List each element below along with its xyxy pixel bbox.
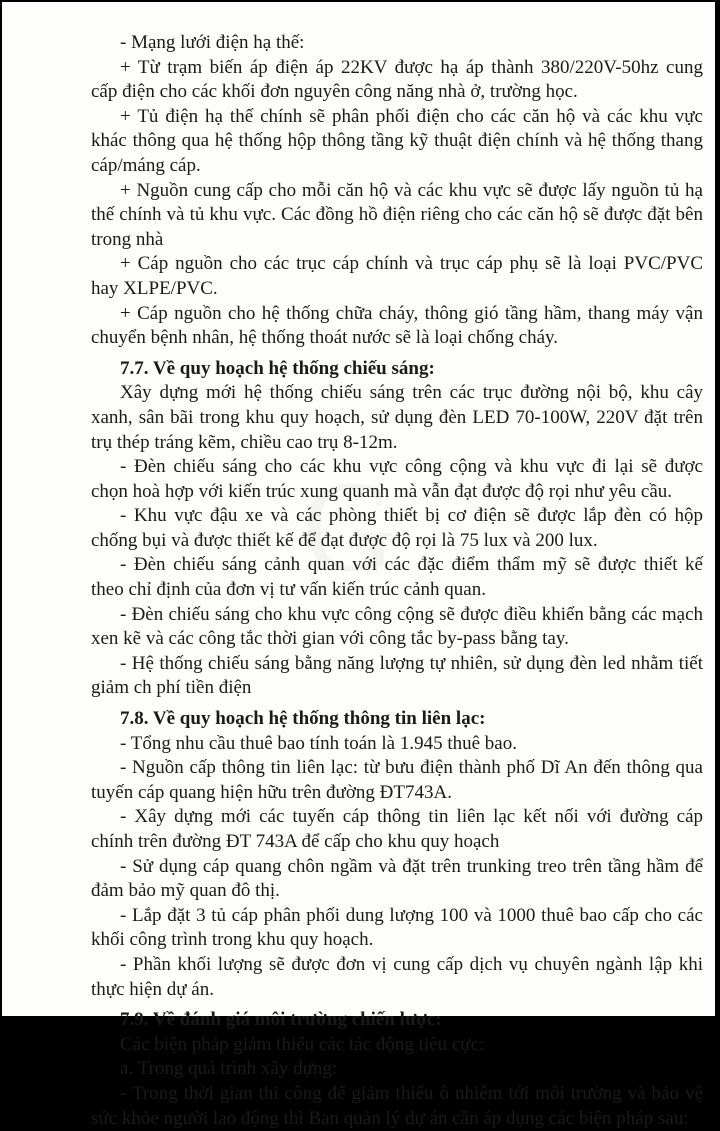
text-line: - Xây dựng mới các tuyến cáp thông tin liên lạc kết nối với đường cáp: [120, 806, 703, 828]
text-line: cấp điện cho các khối đơn nguyên công năng nhà ở, trường học.: [91, 81, 578, 103]
text-line: + Cáp nguồn cho hệ thống chữa cháy, thông gió tầng hầm, thang máy vận: [120, 302, 703, 324]
text-line: - Trong thời gian thi công để giảm thiểu ô nhiễm tới môi trường và bảo vệ: [120, 1082, 703, 1104]
section-heading-7-8: 7.8. Về quy hoạch hệ thống thông tin liên lạc:: [120, 708, 486, 730]
text-line: chọn hoà hợp với kiến trúc xung quanh mà vẫn đạt được độ rọi như yêu cầu.: [91, 480, 673, 502]
text-line: Các biện pháp giảm thiểu các tác động tiêu cực:: [120, 1033, 485, 1055]
text-line: theo chỉ định của đơn vị tư vấn kiến trúc cảnh quan.: [91, 579, 486, 601]
text-line: - Phần khối lượng sẽ được đơn vị cung cấp dịch vụ chuyên ngành lập khi: [120, 953, 703, 975]
text-line: + Tủ điện hạ thế chính sẽ phân phối điện cho các căn hộ và các khu vực: [120, 105, 703, 127]
text-line: + Từ trạm biến áp điện áp 22KV được hạ áp thành 380/220V-50hz cung: [120, 56, 703, 78]
text-line: - Sử dụng cáp quang chôn ngầm và đặt trên trunking treo trên tầng hầm để: [120, 855, 703, 877]
section-heading-7-7: 7.7. Về quy hoạch hệ thống chiếu sáng:: [120, 357, 435, 379]
document-body: [91, 31, 703, 1131]
text-line: đảm bảo mỹ quan đô thị.: [91, 880, 280, 902]
text-line: - Khu vực đậu xe và các phòng thiết bị cơ điện sẽ được lắp đèn có hộp: [120, 505, 703, 527]
text-line: trong nhà: [91, 228, 164, 250]
text-line: thế chính và tủ khu vực. Các đồng hồ điện riêng cho các căn hộ sẽ được đặt bên: [91, 204, 703, 226]
text-line: - Lắp đặt 3 tủ cáp phân phối dung lượng 100 và 1000 thuê bao cấp cho các: [120, 904, 703, 926]
text-line: sức khỏe người lao động thì Ban quản lý dự án cần áp dụng các biện pháp sau:: [91, 1107, 689, 1129]
intro-block: [91, 31, 703, 351]
section-7-7-body: [91, 381, 703, 701]
section-7-9-body: [91, 1033, 703, 1131]
section-7-8-body: [91, 732, 703, 1003]
document-page: [2, 2, 717, 1129]
text-line: + Nguồn cung cấp cho mỗi căn hộ và các khu vực sẽ được lấy nguồn tủ hạ: [120, 179, 703, 201]
text-line: khác thông qua hệ thống hộp thông tầng kỹ thuật điện chính và hệ thống thang: [91, 130, 703, 152]
text-line: tuyến cáp quang hiện hữu trên đường ĐT743A.: [91, 781, 452, 803]
text-line: chính trên đường ĐT 743A để cấp cho khu quy hoạch: [91, 831, 500, 852]
text-line: hay XLPE/PVC.: [91, 277, 218, 299]
text-line: trụ thép tráng kẽm, chiều cao trụ 8-12m.: [91, 431, 398, 453]
text-line: + Cáp nguồn cho các trục cáp chính và trục cáp phụ sẽ là loại PVC/PVC: [120, 253, 703, 275]
text-line: thực hiện dự án.: [91, 978, 214, 1000]
text-line: chuyển bệnh nhân, hệ thống thoát nước sẽ là loại chống cháy.: [91, 327, 559, 349]
text-line: - Hệ thống chiếu sáng bằng năng lượng tự nhiên, sử dụng đèn led nhằm tiết: [120, 652, 703, 674]
text-line: - Tổng nhu cầu thuê bao tính toán là 1.945 thuê bao.: [120, 732, 517, 754]
text-line: khối công trình trong khu quy hoạch.: [91, 929, 374, 951]
text-line: xanh, sân bãi trong khu quy hoạch, sử dụng đèn LED 70-100W, 220V đặt trên: [91, 406, 703, 428]
text-line: chống bụi và được thiết kế để đạt được độ rọi là 75 lux và 200 lux.: [91, 529, 598, 551]
text-line: - Đèn chiếu sáng cho khu vực công cộng sẽ được điều khiển bằng các mạch: [120, 603, 703, 625]
text-line: xen kẽ và các công tắc thời gian với công tắc by-pass bằng tay.: [91, 628, 569, 650]
text-line: cáp/máng cáp.: [91, 154, 201, 176]
text-line: Xây dựng mới hệ thống chiếu sáng trên các trục đường nội bộ, khu cây: [120, 382, 703, 404]
text-line: - Nguồn cấp thông tin liên lạc: từ bưu điện thành phố Dĩ An đến thông qua: [120, 757, 703, 779]
text-line: - Đèn chiếu sáng cho các khu vực công cộng và khu vực đi lại sẽ được: [120, 456, 703, 478]
text-line: - Mạng lưới điện hạ thế:: [120, 32, 305, 53]
text-line: a. Trong quá trình xây dựng:: [120, 1058, 338, 1080]
section-heading-7-9: 7.9. Về đánh giá môi trường chiến lược:: [120, 1009, 442, 1031]
text-line: - Đèn chiếu sáng cảnh quan với các đặc điểm thẩm mỹ sẽ được thiết kế: [120, 554, 703, 576]
text-line: giảm ch phí tiền điện: [91, 677, 252, 699]
